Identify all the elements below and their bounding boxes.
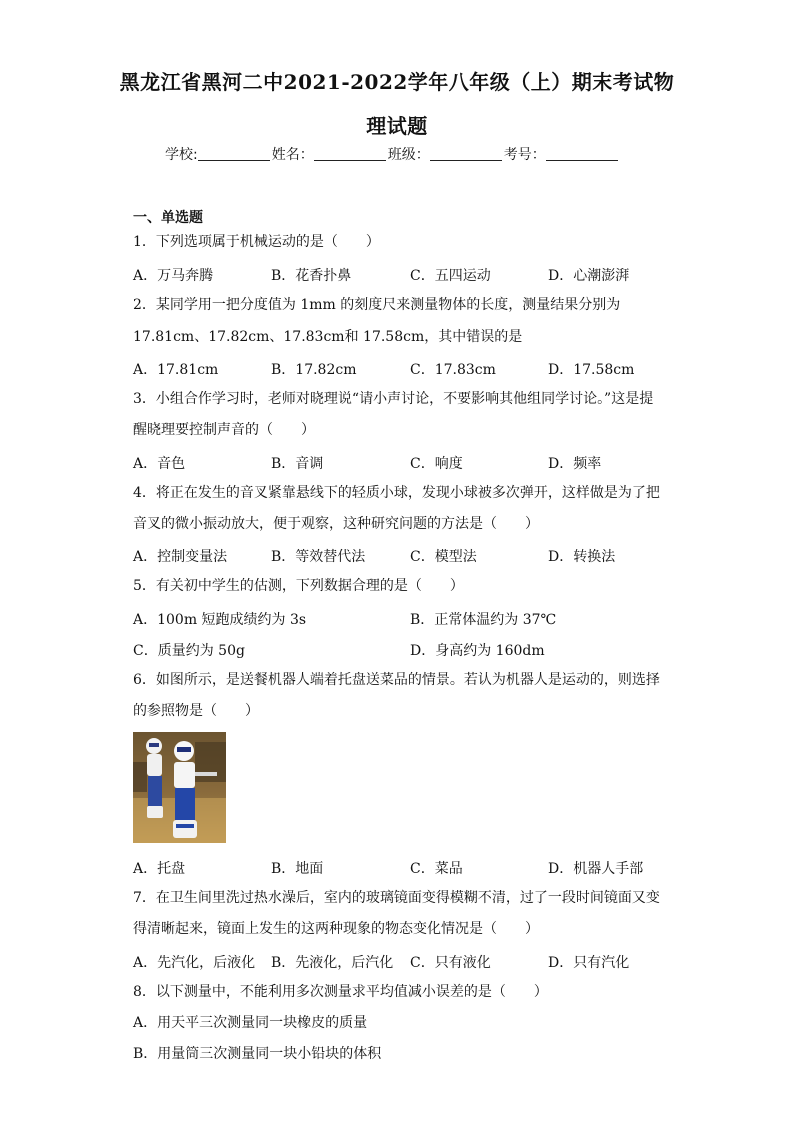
option-a: A．100m 短跑成绩约为 3s <box>133 612 307 628</box>
page-title-line2: 理试题 <box>366 114 428 138</box>
robot-waiter-photo <box>133 732 226 843</box>
question-3-text-line2: 醒晓理要控制声音的（ ） <box>133 422 315 438</box>
question-1-text: 1．下列选项属于机械运动的是（ ） <box>133 234 380 250</box>
option-b: B．地面 <box>271 861 324 877</box>
question-6-text-line1: 6．如图所示，是送餐机器人端着托盘送菜品的情景。若认为机器人是运动的，则选择 <box>133 672 660 688</box>
name-label: 姓名： <box>271 147 314 163</box>
exam-no-blank[interactable] <box>546 146 618 161</box>
option-b: B．花香扑鼻 <box>271 268 352 284</box>
question-8-option-a: A．用天平三次测量同一块橡皮的质量 <box>133 1015 368 1031</box>
question-3-options <box>133 453 693 471</box>
option-d: D．17.58cm <box>548 362 635 378</box>
question-2-text-line2: 17.81cm、17.82cm、17.83cm和 17.58cm，其中错误的是 <box>133 329 523 345</box>
question-4-text-line1: 4．将正在发生的音叉紧靠悬线下的轻质小球，发现小球被多次弹开，这样做是为了把 <box>133 485 660 501</box>
option-d: D．机器人手部 <box>548 861 644 877</box>
question-5-options-row2 <box>133 640 693 658</box>
question-2-options <box>133 359 693 377</box>
name-blank[interactable] <box>314 146 386 161</box>
class-blank[interactable] <box>430 146 502 161</box>
option-b: B．等效替代法 <box>271 549 366 565</box>
question-6-options <box>133 858 693 876</box>
school-label: 学校: <box>165 147 198 163</box>
option-a: A．控制变量法 <box>133 549 228 565</box>
option-b: B．音调 <box>271 456 324 472</box>
question-8-option-b: B．用量筒三次测量同一块小铅块的体积 <box>133 1046 382 1062</box>
option-a: A．托盘 <box>133 861 186 877</box>
question-8-text: 8．以下测量中，不能利用多次测量求平均值减小误差的是（ ） <box>133 984 548 1000</box>
question-5-options-row1 <box>133 609 693 627</box>
question-4-text-line2: 音叉的微小振动放大，便于观察，这种研究问题的方法是（ ） <box>133 516 539 532</box>
option-b: B．17.82cm <box>271 362 357 378</box>
option-d: D．身高约为 160dm <box>410 643 545 659</box>
option-b: B．先液化，后汽化 <box>271 955 394 971</box>
option-c: C．五四运动 <box>410 268 491 284</box>
question-7-text-line1: 7．在卫生间里洗过热水澡后，室内的玻璃镜面变得模糊不清，过了一段时间镜面又变 <box>133 890 660 906</box>
page-title-line1: 黑龙江省黑河二中2021-2022学年八年级（上）期末考试物 <box>119 70 675 94</box>
question-4-options <box>133 546 693 564</box>
class-label: 班级： <box>387 147 430 163</box>
question-7-options <box>133 952 693 970</box>
option-a: A．先汽化，后液化 <box>133 955 256 971</box>
question-5-text: 5．有关初中学生的估测，下列数据合理的是（ ） <box>133 578 464 594</box>
school-blank[interactable] <box>198 146 270 161</box>
exam-no-label: 考号： <box>503 147 546 163</box>
question-2-text-line1: 2．某同学用一把分度值为 1mm 的刻度尺来测量物体的长度，测量结果分别为 <box>133 297 621 313</box>
option-a: A．17.81cm <box>133 362 219 378</box>
option-b: B．正常体温约为 37℃ <box>410 612 557 628</box>
option-a: A．万马奔腾 <box>133 268 214 284</box>
option-d: D．心潮澎湃 <box>548 268 630 284</box>
option-c: C．17.83cm <box>410 362 496 378</box>
option-c: C．响度 <box>410 456 463 472</box>
option-c: C．菜品 <box>410 861 463 877</box>
section-title: 一、单选题 <box>133 210 203 226</box>
option-c: C．只有液化 <box>410 955 491 971</box>
option-d: D．只有汽化 <box>548 955 630 971</box>
question-1-options <box>133 265 693 283</box>
option-c: C．模型法 <box>410 549 477 565</box>
option-d: D．转换法 <box>548 549 616 565</box>
option-c: C．质量约为 50g <box>133 643 245 659</box>
option-a: A．音色 <box>133 456 186 472</box>
student-info-row <box>165 144 620 164</box>
question-7-text-line2: 得清晰起来，镜面上发生的这两种现象的物态变化情况是（ ） <box>133 921 539 937</box>
option-d: D．频率 <box>548 456 602 472</box>
question-6-text-line2: 的参照物是（ ） <box>133 703 259 719</box>
question-3-text-line1: 3．小组合作学习时，老师对晓理说“请小声讨论，不要影响其他组同学讨论。”这是提 <box>133 391 654 407</box>
